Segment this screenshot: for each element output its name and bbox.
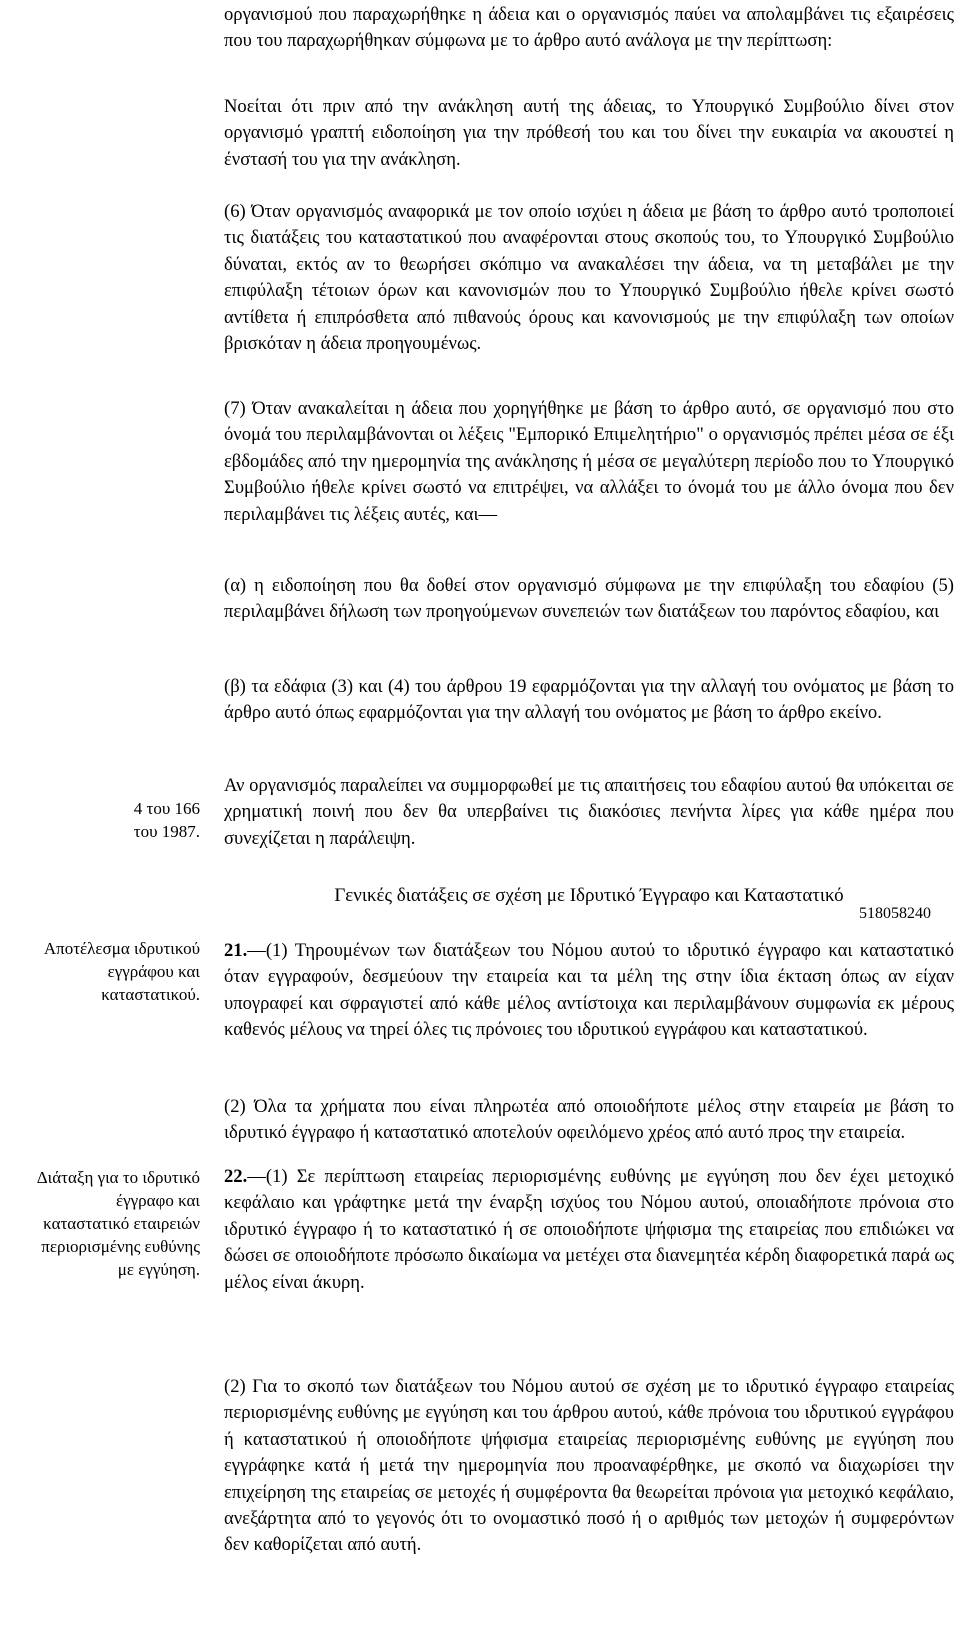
section-number: 22. — [224, 1166, 248, 1187]
paragraph-text: (α) η ειδοποίηση που θα δοθεί στον οργανισμό σύμφωνα με την επιφύλαξη του εδαφίου (5) περιλαμβάνει δήλωση των προηγούμενων συνεπειών των διατάξεων του παρόντος εδαφίου, και — [224, 575, 954, 623]
document-number: 518058240 — [859, 905, 931, 922]
paragraph-text: Αν οργανισμός παραλείπει να συμμορφωθεί με τις απαιτήσεις του εδαφίου αυτού θα υπόκειται σε χρηματική ποινή που δεν θα υπερβαίνει τις διακόσιες πενήντα λίρες για κάθε ημέρα που συνεχίζεται η παράλειψη. — [224, 775, 954, 849]
paragraph-continuation — [224, 2, 954, 55]
penalty-paragraph — [224, 773, 954, 852]
paragraph-a — [224, 573, 954, 626]
margin-note-line: καταστατικού. — [101, 985, 200, 1004]
section-22-subsection-1 — [224, 1164, 954, 1296]
subsection-7 — [224, 396, 954, 528]
paragraph-text: —(1) Τηρουμένων των διατάξεων του Νόμου αυτού το ιδρυτικό έγγραφο και καταστατικό όταν εγγραφούν, δεσμεύουν την εταιρεία και τα μέλη της στην ίδια έκταση όπως αν είχαν υπογραφεί και σφραγιστεί από κάθε μέλος αντίστοιχα και περιλαμβάνουν συμφωνία εκ μέρους καθενός μέλους να τηρεί όλες τις πρόνοιες του ιδρυτικού εγγράφου και καταστατικού. — [224, 940, 954, 1041]
section-21-subsection-2 — [224, 1094, 954, 1147]
subsection-6 — [224, 199, 954, 357]
margin-note-line: Διάταξη για το ιδρυτικό — [36, 1168, 200, 1187]
margin-note-line: καταστατικό εταιρειών — [43, 1214, 200, 1233]
paragraph-text: οργανισμού που παραχωρήθηκε η άδεια και ο οργανισμός παύει να απολαμβάνει τις εξαιρέσεις που του παραχωρήθηκαν σύμφωνα με το άρθρο αυτό ανάλογα με την περίπτωση: — [224, 4, 954, 52]
proviso-paragraph — [224, 94, 954, 173]
section-22-subsection-2 — [224, 1374, 954, 1559]
paragraph-text: (7) Όταν ανακαλείται η άδεια που χορηγήθηκε με βάση το άρθρο αυτό, σε οργανισμό που στο όνομά του περιλαμβάνονται οι λέξεις "Εμπορικό Επιμελητήριο" ο οργανισμός πρέπει μέσα σε έξι εβδομάδες από την ημερομηνία της ανάκλησης ή μέσα σε μεγαλύτερη περίοδο που το Υπουργικό Συμβούλιο ήθελε κρίνει σωστό να επιτρέψει, να αλλάξει το όνομά του με άλλο όνομα που δεν περιλαμβάνει τις λέξεις αυτές, και— — [224, 398, 954, 525]
section-number: 21. — [224, 940, 248, 961]
paragraph-text: (β) τα εδάφια (3) και (4) του άρθρου 19 εφαρμόζονται για την αλλαγή του ονόματος με βάση το άρθρο αυτό όπως εφαρμόζονται για την αλλαγή του ονόματος με βάση το άρθρο εκείνο. — [224, 676, 954, 724]
margin-note-line: με εγγύηση. — [117, 1260, 200, 1279]
margin-note-line: Αποτέλεσμα ιδρυτικού — [43, 939, 200, 958]
margin-note-line: εγγράφου και — [107, 962, 200, 981]
section-heading: Γενικές διατάξεις σε σχέση με Ιδρυτικό Έγγραφο και Καταστατικό — [334, 885, 844, 906]
paragraph-text: (2) Όλα τα χρήματα που είναι πληρωτέα από οποιοδήποτε μέλος στην εταιρεία με βάση το ιδρυτικό έγγραφο ή καταστατικό αποτελούν οφειλόμενο χρέος από αυτό προς την εταιρεία. — [224, 1096, 954, 1144]
paragraph-text: Νοείται ότι πριν από την ανάκληση αυτή της άδειας, το Υπουργικό Συμβούλιο δίνει στον οργανισμό γραπτή ειδοποίηση για την πρόθεσή του και του δίνει την ευκαιρία να ακουστεί η ένστασή του για την ανάκληση. — [224, 96, 954, 170]
paragraph-text: (2) Για το σκοπό των διατάξεων του Νόμου αυτού σε σχέση με το ιδρυτικό έγγραφο εταιρείας περιορισμένης ευθύνης με εγγύηση και του άρθρου αυτού, κάθε πρόνοια του ιδρυτικού εγγράφου ή καταστατικού ή οποιοδήποτε ψήφισμα εταιρείας περιορισμένης ευθύνης με εγγύηση που εγγράφηκε κατά ή μετά την ημερομηνία που προαναφέρθηκε, με σκοπό να διαχωρίσει την επιχείρηση της εταιρείας σε μετοχές ή συμφέροντα θα θεωρείται πρόνοια για μετοχικό κεφάλαιο, ανεξάρτητα από το γεγονός ότι το ονομαστικό ποσό ή ο αριθμός των μετοχών ή συμφερόντων δεν καθορίζεται από αυτή. — [224, 1376, 954, 1556]
margin-note-line: έγγραφο και — [115, 1191, 200, 1210]
margin-note-line: περιορισμένης ευθύνης — [41, 1237, 200, 1256]
paragraph-text: (6) Όταν οργανισμός αναφορικά με τον οποίο ισχύει η άδεια με βάση το άρθρο αυτό τροποποιεί τις διατάξεις του καταστατικού που αναφέρονται στους σκοπούς του, το Υπουργικό Συμβούλιο δύναται, εκτός αν το θεωρήσει σκόπιμο να ανακαλέσει την άδεια, να τη μεταβάλει με την επιφύλαξη τέτοιων όρων και κανονισμών που το Υπουργικό Συμβούλιο ήθελε κρίνει σωστό αντίθετα ή επιπρόσθετα από πιθανούς όρους και κανονισμούς με την επιφύλαξη των οποίων βρισκόταν η άδεια προηγουμένως. — [224, 201, 954, 355]
margin-note-section-21 — [0, 937, 200, 1006]
section-21-subsection-1 — [224, 938, 954, 1044]
paragraph-b — [224, 674, 954, 727]
margin-note-law-reference — [0, 797, 200, 843]
margin-note-line: του 1987. — [133, 822, 200, 841]
margin-note-section-22 — [0, 1166, 200, 1281]
margin-note-line: 4 του 166 — [133, 799, 200, 818]
paragraph-text: —(1) Σε περίπτωση εταιρείας περιορισμένης ευθύνης με εγγύηση που δεν έχει μετοχικό κεφάλαιο και γράφτηκε μετά την έναρξη ισχύος του Νόμου αυτού, οποιαδήποτε πρόνοια στο ιδρυτικό έγγραφο ή το καταστατικό ή σε οποιοδήποτε ψήφισμα της εταιρείας που επιδιώκει να δώσει σε οποιοδήποτε πρόσωπο δικαίωμα να μετέχει στα διανεμητέα κέρδη διαφορετικά παρά ως μέλος είναι άκυρη. — [224, 1166, 954, 1293]
